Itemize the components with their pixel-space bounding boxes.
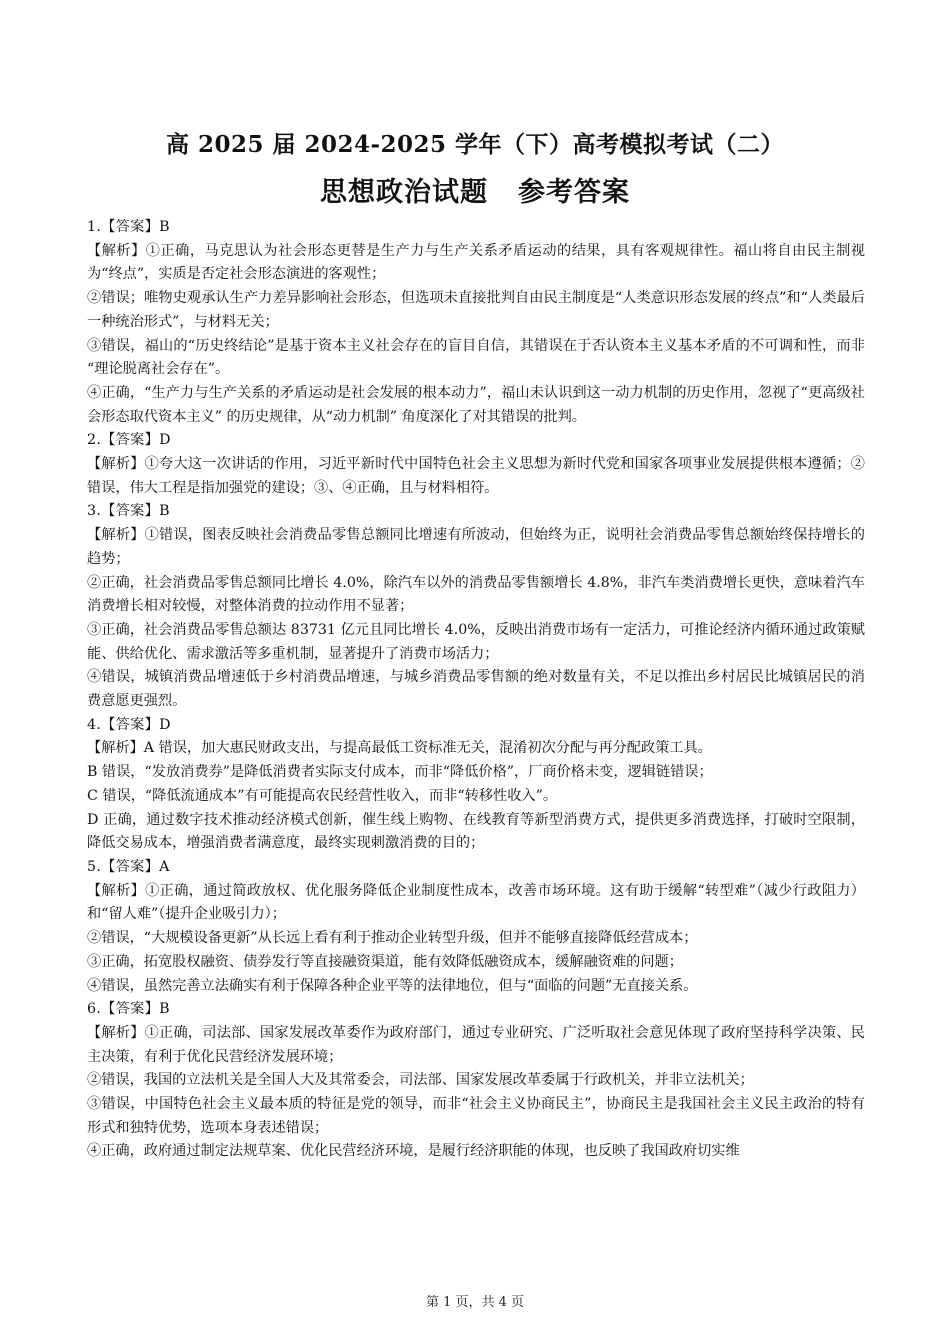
explanation-line: D 正确，通过数字技术推动经济模式创新，催生线上购物、在线教育等新型消费方式，提供更多消费选择，打破时空限制，降低交易成本，增强消费者满意度，最终实现刺激消费的目的； [87, 811, 865, 852]
question-block [87, 998, 865, 1164]
answer-line: 5.【答案】A [87, 858, 170, 875]
explanation-line: 【解析】A 错误，加大惠民财政支出，与提高最低工资标准无关，混淆初次分配与再分配政策工具。 [87, 740, 712, 757]
explanation-line: ③错误，福山的“历史终结论”是基于资本主义社会存在的盲目自信，其错误在于否认资本主义基本矛盾的不可调和性，而非 “理论脱离社会存在”。 [87, 337, 865, 378]
explanation-line: 【解析】①正确，司法部、国家发展改革委作为政府部门，通过专业研究、广泛听取社会意见体现了政府坚持科学决策、民主决策，有利于优化民营经济发展环境； [87, 1024, 865, 1065]
page-number: 第 1 页，共 4 页 [425, 1295, 525, 1310]
explanation-line: ②错误，“大规模设备更新”从长远上看有利于推动企业转型升级，但并不能够直接降低经营成本； [87, 930, 698, 947]
answer-line: 2.【答案】D [87, 432, 171, 449]
answer-line: 6.【答案】B [87, 1001, 170, 1018]
explanation-line: B 错误，“发放消费券”是降低消费者实际支付成本，而非“降低价格”，厂商价格未变，逻辑链错误； [87, 764, 713, 781]
question-block [87, 216, 865, 429]
question-block [87, 500, 865, 713]
explanation-line: 【解析】①错误，图表反映社会消费品零售总额同比增速有所波动，但始终为正，说明社会消费品零售总额始终保持增长的趋势； [87, 527, 865, 567]
answer-line: 3.【答案】B [87, 503, 170, 520]
explanation-line: C 错误，“降低流通成本”有可能提高农民经营性收入，而非“转移性收入”。 [87, 787, 558, 804]
exam-title: 高 2025 届 2024-2025 学年（下）高考模拟考试（二） [165, 131, 785, 158]
question-block [87, 429, 865, 500]
question-block [87, 856, 865, 998]
explanation-line: ④正确，政府通过制定法规草案、优化民营经济环境，是履行经济职能的体现，也反映了我国政府切实维 [87, 1143, 740, 1160]
explanation-line: ③正确，拓宽股权融资、债券发行等直接融资渠道，能有效降低融资成本，缓解融资难的问题； [87, 953, 683, 970]
explanation-line: ③错误，中国特色社会主义最本质的特征是党的领导，而非“社会主义协商民主”，协商民主是我国社会主义民主政治的特有形式和独特优势，选项本身表述错误； [87, 1096, 865, 1136]
explanation-line: 【解析】①正确，马克思认为社会形态更替是生产力与生产关系矛盾运动的结果，具有客观规律性。福山将自由民主制视为“终点”，实质是否定社会形态演进的客观性； [87, 242, 865, 283]
answer-content [87, 216, 865, 1164]
answers-label: 参考答案 [518, 177, 630, 208]
question-block [87, 714, 865, 856]
explanation-line: ④错误，城镇消费品增速低于乡村消费品增速，与城乡消费品零售额的绝对数量有关，不足以推出乡村居民比城镇居民的消费意愿更强烈。 [87, 669, 865, 710]
subject-title [0, 170, 950, 209]
explanation-line: ②正确，社会消费品零售总额同比增长 4.0%，除汽车以外的消费品零售额增长 4.8%，非汽车类消费增长更快，意味着汽车消费增长相对较慢，对整体消费的拉动作用不显著； [87, 574, 865, 615]
subject-name: 思想政治试题 [320, 177, 488, 208]
answer-line: 1.【答案】B [87, 219, 170, 235]
explanation-line: ②错误，我国的立法机关是全国人大及其常委会，司法部、国家发展改革委属于行政机关，并非立法机关； [87, 1072, 754, 1089]
explanation-line: ④正确，“生产力与生产关系的矛盾运动是社会发展的根本动力”，福山未认识到这一动力机制的历史作用，忽视了“更高级社会形态取代资本主义” 的历史规律，从“动力机制” 角度深化了对其错误的批判。 [87, 384, 865, 425]
explanation-line: ②错误；唯物史观承认生产力差异影响社会形态，但选项未直接批判自由民主制度是“人类意识形态发展的终点”和“人类最后一种统治形式”，与材料无关； [87, 290, 865, 330]
explanation-line: ③正确，社会消费品零售总额达 83731 亿元且同比增长 4.0%，反映出消费市场有一定活力，可推论经济内循环通过政策赋能、供给优化、需求激活等多重机制，显著提升了消费市场活力； [87, 621, 865, 662]
explanation-line: 【解析】①夸大这一次讲话的作用，习近平新时代中国特色社会主义思想为新时代党和国家各项事业发展提供根本遵循；②错误，伟大工程是指加强党的建设；③、④正确，且与材料相符。 [87, 456, 865, 496]
explanation-line: 【解析】①正确，通过简政放权、优化服务降低企业制度性成本，改善市场环境。这有助于缓解“转型难”（减少行政阻力）和“留人难”（提升企业吸引力）； [87, 882, 865, 923]
answer-line: 4.【答案】D [87, 716, 171, 733]
explanation-line: ④错误，虽然完善立法确实有利于保障各种企业平等的法律地位，但与“面临的问题”无直接关系。 [87, 977, 698, 994]
